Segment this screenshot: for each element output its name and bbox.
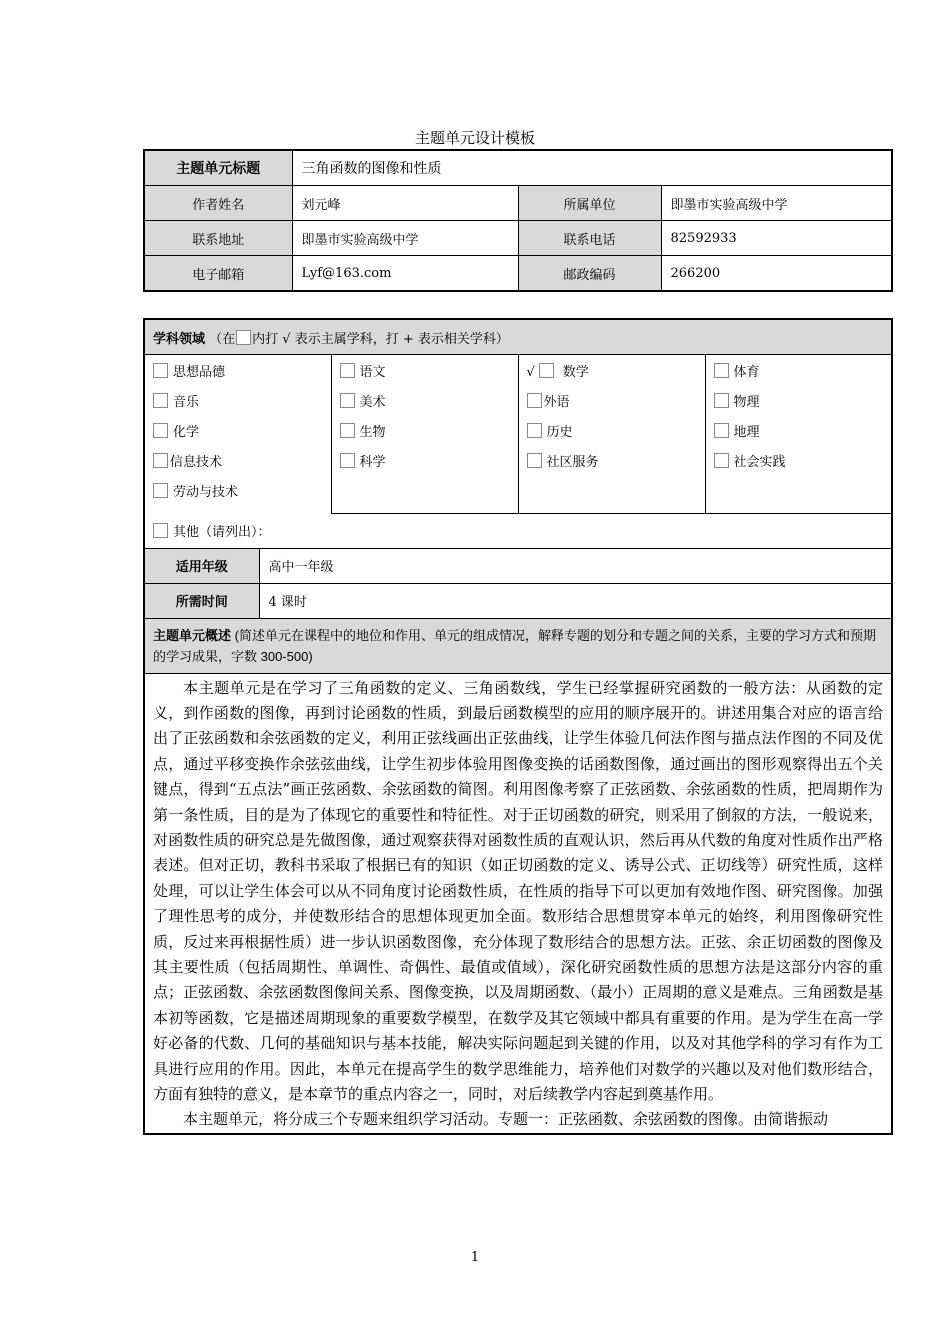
unit-title-label: 主题单元标题	[144, 150, 292, 186]
zip-label: 邮政编码	[518, 256, 661, 292]
checkbox-icon[interactable]	[527, 423, 542, 438]
overview-hint: (简述单元在课程中的地位和作用、单元的组成情况，解释专题的划分和专题之间的关系，主要的学习方式和预期的学习成果，字数 300-500)	[153, 627, 876, 664]
subject-header-label: 学科领域	[153, 331, 206, 347]
subject-label: 社会实践	[733, 455, 786, 470]
grade-label: 适用年级	[144, 548, 259, 583]
overview-label: 主题单元概述	[153, 627, 232, 643]
subject-header	[144, 319, 892, 355]
subject-label: 物理	[733, 395, 760, 410]
org-value: 即墨市实验高级中学	[661, 186, 892, 221]
time-label: 所需时间	[144, 583, 259, 618]
subject-item[interactable]	[527, 393, 705, 423]
subject-item[interactable]	[714, 453, 892, 483]
checkbox-icon[interactable]	[527, 453, 542, 468]
grade-value: 高中一年级	[259, 548, 892, 583]
subject-item[interactable]	[527, 453, 705, 483]
address-label: 联系地址	[144, 221, 292, 256]
sample-checkbox-icon	[236, 330, 251, 345]
subject-label: 语文	[359, 365, 386, 380]
checkbox-icon[interactable]	[153, 393, 168, 408]
document-title: 主题单元设计模板	[414, 129, 535, 147]
checkbox-icon[interactable]	[714, 393, 729, 408]
checkbox-icon[interactable]	[340, 423, 355, 438]
overview-body	[144, 673, 892, 1134]
checkbox-icon[interactable]	[539, 363, 554, 378]
zip-value: 266200	[661, 256, 892, 292]
subject-column-1	[144, 355, 331, 514]
subject-column-3	[518, 355, 705, 514]
subject-label: 音乐	[173, 395, 200, 410]
email-label: 电子邮箱	[144, 256, 292, 292]
subject-item[interactable]	[340, 393, 518, 423]
subject-label: 体育	[733, 365, 760, 380]
address-value: 即墨市实验高级中学	[292, 221, 518, 256]
subject-item[interactable]	[153, 393, 331, 423]
subject-column-4	[705, 355, 892, 514]
subject-label: 社区服务	[546, 455, 599, 470]
subject-item[interactable]	[527, 423, 705, 453]
subject-header-hint-b: 内打 √ 表示主属学科，打 + 表示相关学科）	[252, 331, 509, 347]
phone-value: 82592933	[661, 221, 892, 256]
checkbox-icon[interactable]	[714, 423, 729, 438]
subject-item[interactable]	[153, 453, 331, 483]
subject-label: 生物	[359, 425, 386, 440]
subject-header-hint-a: （在	[209, 331, 236, 347]
checkbox-icon[interactable]	[340, 453, 355, 468]
checkbox-icon[interactable]	[153, 363, 168, 378]
subject-item[interactable]	[340, 423, 518, 453]
checkbox-icon[interactable]	[153, 483, 168, 498]
subject-column-2	[331, 355, 518, 514]
subject-table	[143, 318, 893, 1135]
info-table	[143, 149, 893, 292]
subject-label: 历史	[546, 425, 573, 440]
checkbox-icon[interactable]	[153, 423, 168, 438]
checkbox-icon[interactable]	[340, 393, 355, 408]
subject-label: 劳动与技术	[173, 485, 239, 500]
subject-label: 科学	[359, 455, 386, 470]
subject-item[interactable]	[340, 453, 518, 483]
subject-item[interactable]	[714, 393, 892, 423]
author-label: 作者姓名	[144, 186, 292, 221]
checkbox-icon[interactable]	[340, 363, 355, 378]
subject-item[interactable]	[153, 423, 331, 453]
checkbox-icon[interactable]	[714, 453, 729, 468]
subject-label: 外语	[543, 395, 570, 410]
subject-item[interactable]	[340, 363, 518, 393]
checkbox-icon[interactable]	[527, 393, 542, 408]
checkbox-icon[interactable]	[153, 453, 168, 468]
subject-other-row[interactable]	[144, 513, 892, 548]
subject-label: 思想品德	[173, 365, 226, 380]
subject-other-label: 其他（请列出）：	[173, 525, 271, 540]
email-value: Lyf@163.com	[292, 256, 518, 292]
subject-item[interactable]	[714, 363, 892, 393]
subject-item[interactable]	[714, 423, 892, 453]
subject-label: 化学	[173, 425, 200, 440]
org-label: 所属单位	[518, 186, 661, 221]
subject-item[interactable]	[153, 363, 331, 393]
page-number: 1	[470, 1250, 480, 1265]
author-value: 刘元峰	[292, 186, 518, 221]
unit-title-value: 三角函数的图像和性质	[292, 150, 892, 186]
overview-header	[144, 618, 892, 673]
subject-label: 信息技术	[170, 455, 223, 470]
subject-item[interactable]	[153, 483, 331, 513]
subject-label: 美术	[359, 395, 386, 410]
checkbox-icon[interactable]	[714, 363, 729, 378]
overview-paragraph-1: 本主题单元是在学习了三角函数的定义、三角函数线，学生已经掌握研究函数的一般方法：从函数的定义，到作函数的图像，再到讨论函数的性质，到最后函数模型的应用的顺序展开的。讲述用集合对应的语言给出了正弦函数和余弦函数的定义，利用正弦线画出正弦曲线，让学生体验几何法作图与描点法作图的不同及优点，通过平移变换作余弦弦曲线，让学生初步体验用图像变换的话函数图像，通过画出的图形观察得出五个关键点，得到“五点法”画正弦函数、余弦函数的简图。利用图像考察了正弦函数、余弦函数的性质，把周期作为第一条性质，目的是为了体现它的重要性和特征性。对于正切函数的研究，则采用了倒叙的方法，一般说来，对函数性质的研究总是先做图像，通过观察获得对函数性质的直观认识，然后再从代数的角度对性质作出严格表述。但对正切，教科书采取了根据已有的知识（如正切函数的定义、诱导公式、正切线等）研究性质，这样处理，可以让学生体会可以从不同角度讨论函数性质，在性质的指导下可以更加有效地作图、研究图像。加强了理性思考的成分，并使数形结合的思想体现更加全面。数形结合思想贯穿本单元的始终，利用图像研究性质，反过来再根据性质）进一步认识函数图像，充分体现了数形结合的思想方法。正弦、余正切函数的图像及其主要性质（包括周期性、单调性、奇偶性、最值或值域），深化研究函数性质的思想方法是这部分内容的重点；正弦函数、余弦函数图像间关系、图像变换，以及周期函数、（最小）正周期的意义是难点。三角函数是基本初等函数，它是描述周期现象的重要数学模型，在数学及其它领域中都具有重要的作用。是为学生在高一学好必备的代数、几何的基础知识与基本技能，解决实际问题起到关键的作用，以及对其他学科的学习有作为工具进行应用的作用。因此，本单元在提高学生的数学思维能力，培养他们对数学的兴趣以及对他们数形结合，方面有独特的意义，是本章节的重点内容之一，同时，对后续教学内容起到奠基作用。	[153, 678, 884, 1103]
checkbox-icon[interactable]	[153, 523, 168, 538]
phone-label: 联系电话	[518, 221, 661, 256]
time-value: 4 课时	[259, 583, 892, 618]
subject-label: 地理	[733, 425, 760, 440]
subject-item-math[interactable]	[527, 363, 705, 393]
subject-label: 数学	[562, 365, 589, 380]
check-mark-icon: √	[526, 365, 535, 380]
overview-paragraph-2: 本主题单元，将分成三个专题来组织学习活动。专题一：正弦函数、余弦函数的图像。由简谐振动	[183, 1110, 829, 1129]
